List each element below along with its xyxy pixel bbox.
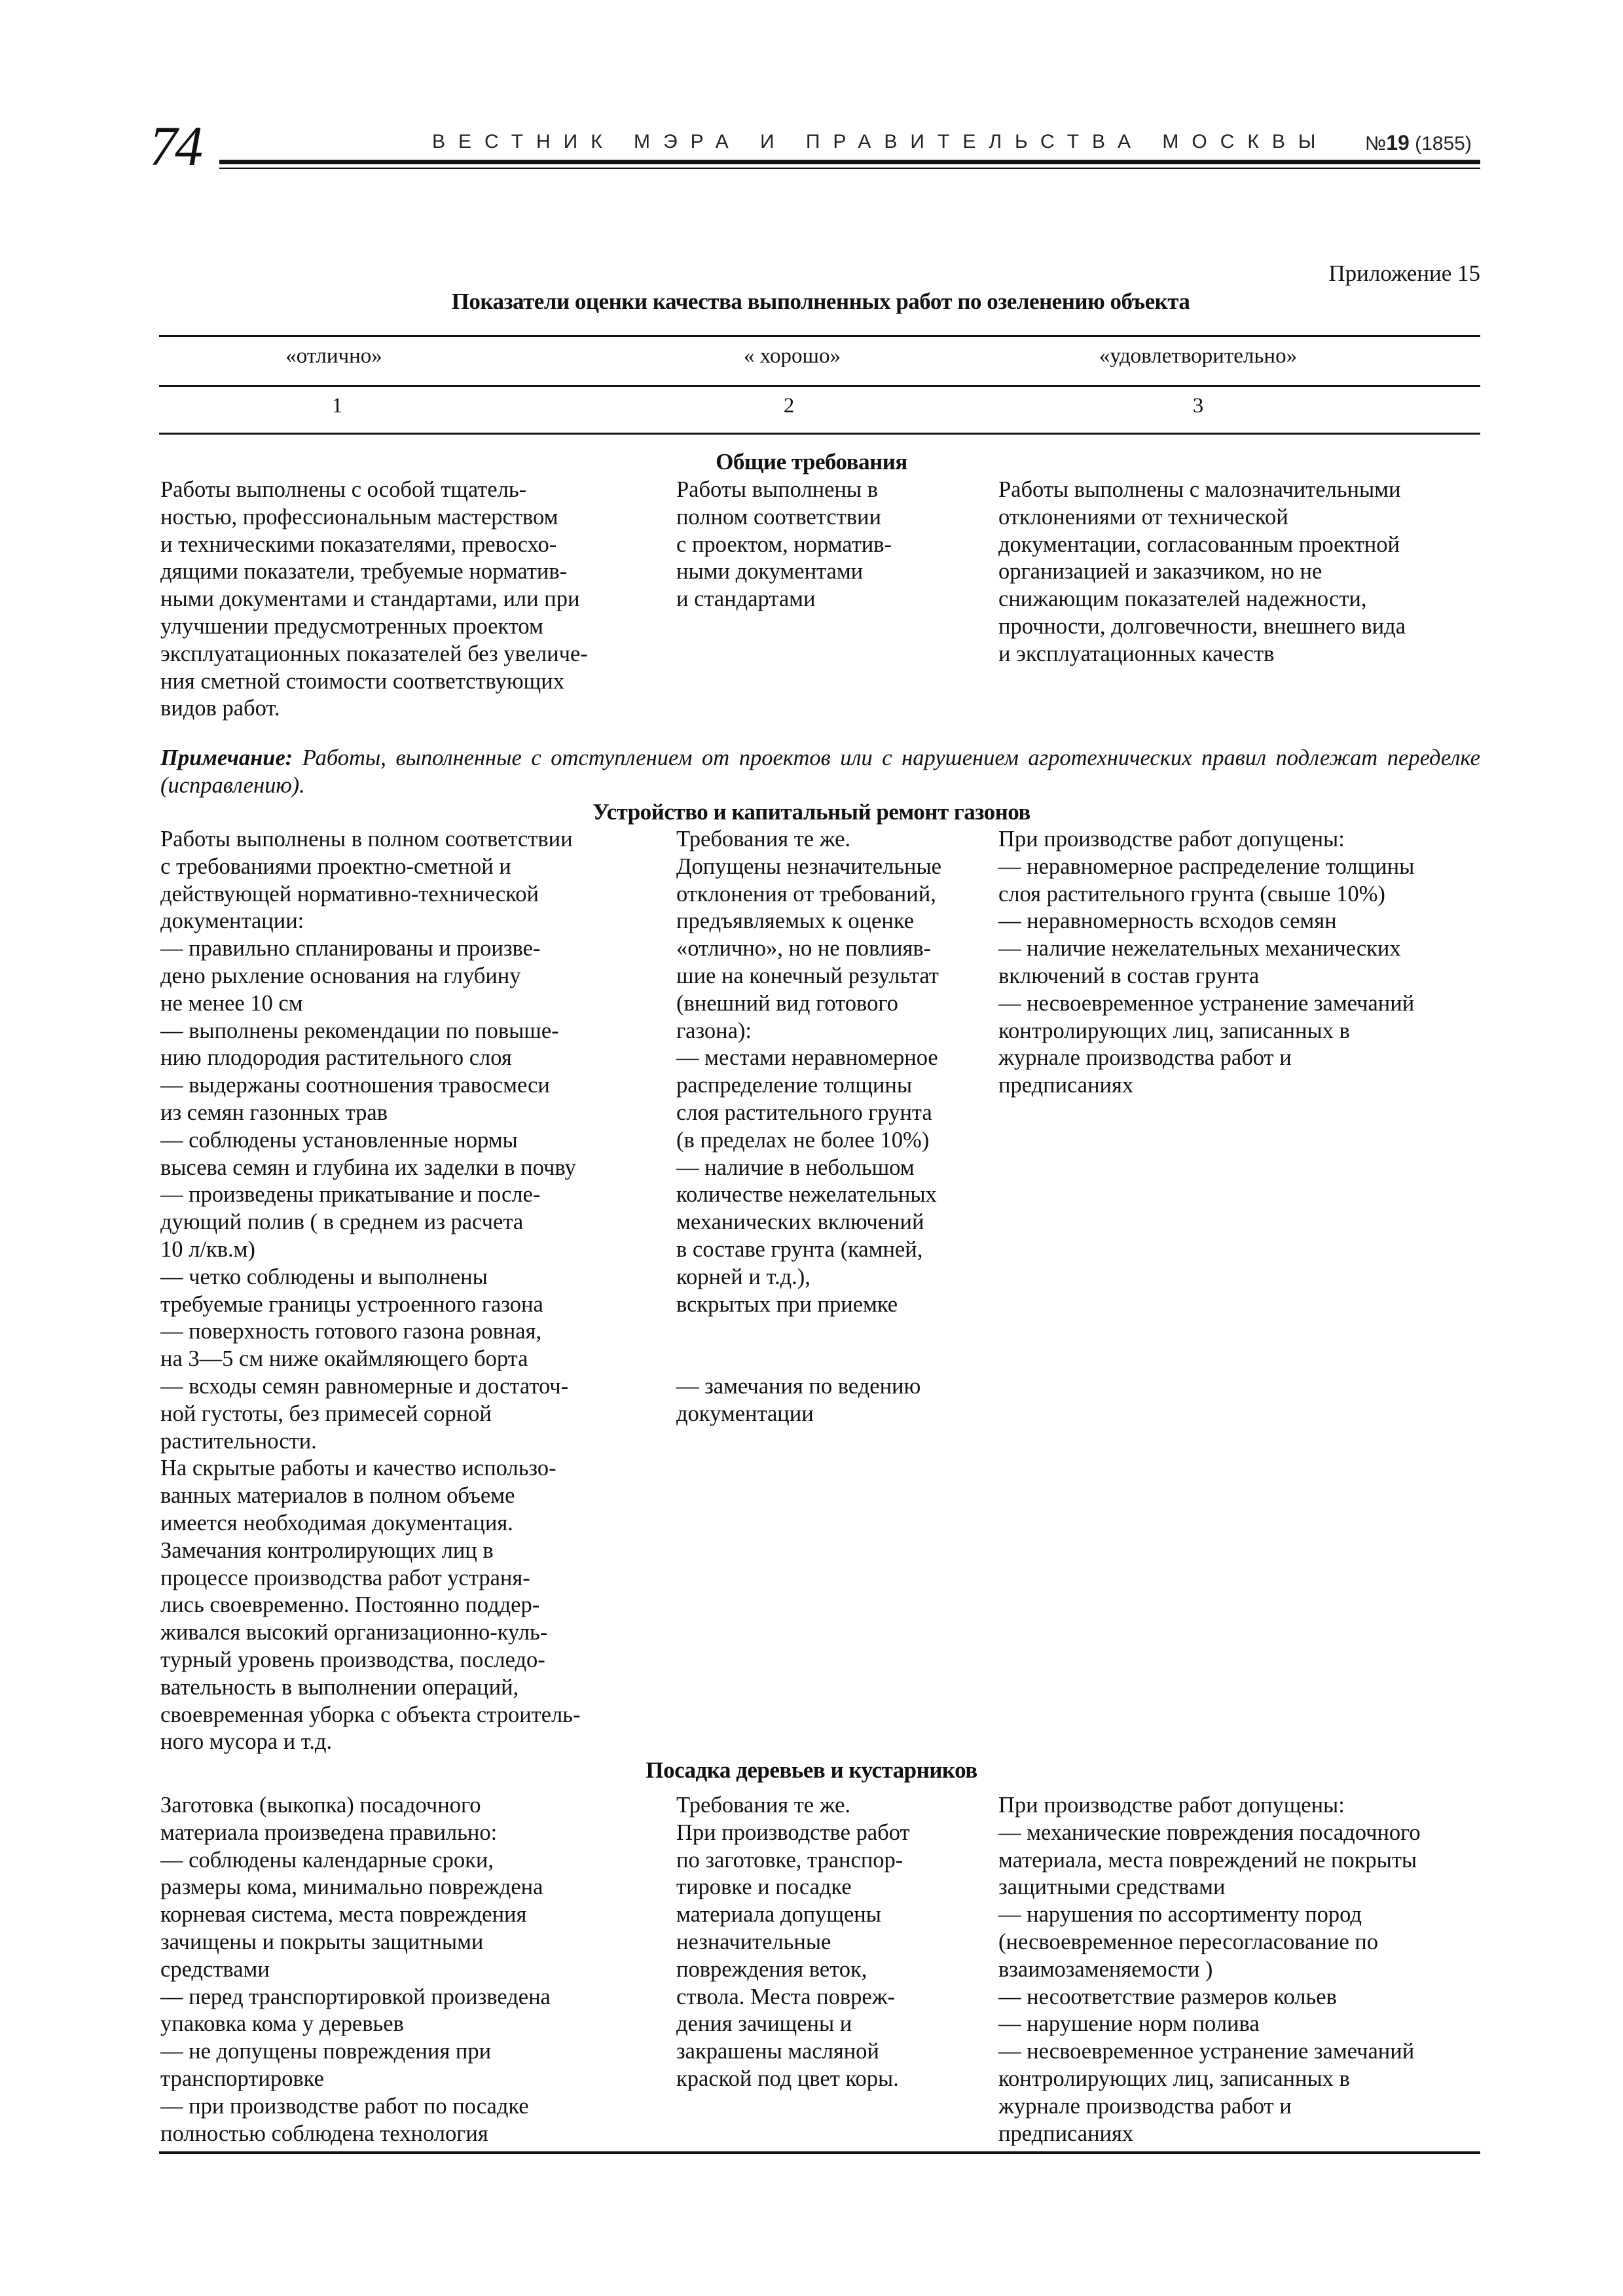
text-line: шие на конечный результат bbox=[676, 963, 939, 988]
text-line: — не допущены повреждения при bbox=[160, 2039, 492, 2064]
text-line: полностью соблюдена технология bbox=[160, 2121, 488, 2146]
column-number-1: 1 bbox=[331, 394, 343, 418]
text-line: 10 л/кв.м) bbox=[160, 1236, 255, 1262]
text-line: предъявляемых к оценке bbox=[676, 908, 915, 934]
text-line: полном соответствии bbox=[676, 504, 881, 529]
text-line: — выполнены рекомендации по повыше- bbox=[160, 1018, 559, 1043]
text-line: не менее 10 см bbox=[160, 990, 303, 1016]
text-line: организацией и заказчиком, но не bbox=[998, 559, 1322, 584]
text-line: имеется необходимая документация. bbox=[160, 1510, 513, 1535]
table-header-rule bbox=[159, 385, 1480, 387]
text-line: — неравномерное распределение толщины bbox=[998, 853, 1415, 879]
text-line: (несвоевременное пересогласование по bbox=[998, 1929, 1378, 1954]
text-line: — наличие нежелательных механических bbox=[998, 936, 1401, 961]
note-label: Примечание: bbox=[160, 745, 293, 770]
text-line: механических включений bbox=[676, 1210, 924, 1235]
text-line: и стандартами bbox=[676, 586, 816, 612]
text-line: — несвоевременное устранение замечаний bbox=[998, 990, 1415, 1016]
text-line: отклонения от требований, bbox=[676, 881, 936, 906]
text-line: включений в состав грунта bbox=[998, 963, 1260, 988]
text-line: (внешний вид готового bbox=[676, 990, 898, 1016]
section-lawns-col2 bbox=[676, 826, 991, 1428]
issue-prefix: № bbox=[1365, 133, 1387, 154]
section-general-col1 bbox=[160, 476, 658, 723]
text-line: «отлично», но не повлияв- bbox=[676, 936, 932, 961]
text-line: материала допущены bbox=[676, 1902, 881, 1928]
text-line bbox=[676, 1346, 991, 1373]
page-number: 74 bbox=[149, 115, 200, 177]
text-line: на 3—5 см ниже окаймляющего борта bbox=[160, 1346, 528, 1372]
table-numbers-rule bbox=[159, 433, 1480, 435]
text-line: Работы выполнены с малозначительными bbox=[998, 477, 1401, 502]
text-line: (в пределах не более 10%) bbox=[676, 1127, 930, 1153]
text-line: своевременная уборка с объекта строитель- bbox=[160, 1702, 581, 1727]
text-line: транспортировке bbox=[160, 2066, 324, 2091]
table-bottom-rule bbox=[159, 2151, 1480, 2154]
note-paragraph bbox=[160, 744, 1480, 799]
text-line: документации bbox=[676, 1401, 814, 1426]
text-line: — замечания по ведению bbox=[676, 1373, 921, 1399]
appendix-label: Приложение 15 bbox=[1328, 260, 1480, 286]
section-general-col2 bbox=[676, 476, 991, 613]
text-line: — нарушения по ассортименту пород bbox=[998, 1902, 1362, 1928]
text-line: турный уровень производства, последо- bbox=[160, 1647, 545, 1672]
text-line: живался высокий организационно-куль- bbox=[160, 1620, 548, 1645]
text-line: Работы выполнены в bbox=[676, 477, 879, 502]
text-line: ной густоты, без примесей сорной bbox=[160, 1401, 492, 1426]
text-line: незначительные bbox=[676, 1929, 831, 1954]
issue-total: (1855) bbox=[1415, 133, 1472, 154]
text-line: контролирующих лиц, записанных в bbox=[998, 2066, 1350, 2091]
text-line: распределение толщины bbox=[676, 1073, 913, 1098]
text-line: При производстве работ допущены: bbox=[998, 1793, 1345, 1818]
text-line: зачищены и покрыты защитными bbox=[160, 1929, 484, 1954]
text-line: При производстве работ допущены: bbox=[998, 827, 1345, 852]
text-line: действующей нормативно-технической bbox=[160, 881, 539, 906]
text-line: документации: bbox=[160, 908, 304, 934]
text-line: тировке и посадке bbox=[676, 1874, 852, 1900]
table-top-rule bbox=[159, 335, 1480, 337]
text-line: — соблюдены календарные сроки, bbox=[160, 1847, 494, 1873]
column-number-2: 2 bbox=[783, 394, 795, 418]
text-line: средствами bbox=[160, 1956, 270, 1982]
text-line: и эксплуатационных качеств bbox=[998, 641, 1275, 666]
text-line: документации, согласованным проектной bbox=[998, 531, 1400, 557]
section-lawns-col1 bbox=[160, 826, 658, 1756]
text-line: При производстве работ bbox=[676, 1820, 910, 1845]
text-line: — поверхность готового газона ровная, bbox=[160, 1319, 542, 1344]
text-line: дящими показатели, требуемые норматив- bbox=[160, 559, 568, 584]
text-line: — четко соблюдены и выполнены bbox=[160, 1264, 488, 1289]
running-title: ВЕСТНИК МЭРА И ПРАВИТЕЛЬСТВА МОСКВЫ bbox=[432, 131, 1329, 152]
text-line: улучшении предусмотренных проектом bbox=[160, 613, 543, 639]
text-line: — правильно спланированы и произве- bbox=[160, 936, 541, 961]
text-line: — выдержаны соотношения травосмеси bbox=[160, 1073, 550, 1098]
column-header-good: « хорошо» bbox=[744, 344, 841, 368]
text-line: защитными средствами bbox=[998, 1874, 1226, 1900]
issue-label bbox=[1365, 131, 1472, 155]
text-line: материала, места повреждений не покрыты bbox=[998, 1847, 1417, 1873]
section-title-trees: Посадка деревьев и кустарников bbox=[646, 1757, 977, 1783]
section-trees-col3 bbox=[998, 1792, 1486, 2147]
text-line: растительности. bbox=[160, 1428, 317, 1454]
column-header-excellent: «отлично» bbox=[285, 344, 382, 368]
issue-number: 19 bbox=[1386, 131, 1410, 154]
text-line: ными документами bbox=[676, 559, 864, 584]
text-line: — соблюдены установленные нормы bbox=[160, 1127, 518, 1153]
text-line: размеры кома, минимально повреждена bbox=[160, 1874, 543, 1900]
text-line: — нарушение норм полива bbox=[998, 2011, 1260, 2037]
document-title-text: Показатели оценки качества выполненных работ по озеленению объекта bbox=[451, 289, 1190, 314]
text-line: требуемые границы устроенного газона bbox=[160, 1291, 543, 1317]
text-line: корневая система, места повреждения bbox=[160, 1902, 527, 1928]
text-line: — механические повреждения посадочного bbox=[998, 1820, 1421, 1845]
section-title-lawns: Устройство и капитальный ремонт газонов bbox=[593, 799, 1030, 825]
text-line: журнале производства работ и bbox=[998, 1045, 1292, 1071]
text-line: краской под цвет коры. bbox=[676, 2066, 899, 2091]
text-line: — перед транспортировкой произведена bbox=[160, 1984, 551, 2009]
text-line: ванных материалов в полном объеме bbox=[160, 1483, 515, 1509]
text-line: высева семян и глубина их заделки в почву bbox=[160, 1155, 576, 1180]
section-trees-col1 bbox=[160, 1792, 658, 2147]
section-lawns-col3 bbox=[998, 826, 1486, 1100]
text-line: — всходы семян равномерные и достаточ- bbox=[160, 1373, 569, 1399]
text-line bbox=[676, 1318, 991, 1346]
text-line: — несвоевременное устранение замечаний bbox=[998, 2039, 1415, 2064]
text-line: ного мусора и т.д. bbox=[160, 1729, 333, 1755]
text-line: лись своевременно. Постоянно поддер- bbox=[160, 1592, 540, 1618]
text-line: взаимозаменяемости ) bbox=[998, 1956, 1213, 1982]
text-line: Требования те же. bbox=[676, 827, 851, 852]
text-line: вательность в выполнении операций, bbox=[160, 1674, 519, 1700]
column-number-3: 3 bbox=[1192, 394, 1204, 418]
text-line: Работы выполнены с особой тщатель- bbox=[160, 477, 527, 502]
text-line: слоя растительного грунта bbox=[676, 1100, 932, 1125]
section-title-general: Общие требования bbox=[716, 449, 907, 475]
text-line: повреждения веток, bbox=[676, 1956, 867, 1982]
text-line: газона): bbox=[676, 1018, 752, 1043]
text-line: дения зачищены и bbox=[676, 2011, 852, 2037]
section-general-col3 bbox=[998, 476, 1486, 668]
text-line: с проектом, норматив- bbox=[676, 531, 892, 557]
text-line: — наличие в небольшом bbox=[676, 1155, 915, 1180]
text-line: эксплуатационных показателей без увеличе- bbox=[160, 641, 588, 666]
section-trees-col2 bbox=[676, 1792, 991, 2093]
text-line: корней и т.д.), bbox=[676, 1264, 811, 1289]
text-line: количестве нежелательных bbox=[676, 1182, 937, 1208]
note-text: Работы, выполненные с отступлением от проектов или с нарушением агротехнических правил подлежат переделке (исправлению). bbox=[160, 745, 1480, 798]
text-line: журнале производства работ и bbox=[998, 2093, 1292, 2119]
text-line: дено рыхление основания на глубину bbox=[160, 963, 521, 988]
text-line: — несоответствие размеров кольев bbox=[998, 1984, 1337, 2009]
text-line: вскрытых при приемке bbox=[676, 1291, 898, 1317]
text-line: закрашены масляной bbox=[676, 2039, 879, 2064]
text-line: предписаниях bbox=[998, 2121, 1134, 2146]
text-line: материала произведена правильно: bbox=[160, 1820, 498, 1845]
text-line: упаковка кома у деревьев bbox=[160, 2011, 404, 2037]
text-line: с требованиями проектно-сметной и bbox=[160, 853, 511, 879]
text-line: отклонениями от технической bbox=[998, 504, 1288, 529]
text-line: На скрытые работы и качество использо- bbox=[160, 1456, 556, 1481]
document-title bbox=[0, 289, 1623, 315]
text-line: дующий полив ( в среднем из расчета bbox=[160, 1210, 524, 1235]
text-line: — местами неравномерное bbox=[676, 1045, 938, 1071]
text-line: Допущены незначительные bbox=[676, 853, 941, 879]
text-line: Работы выполнены в полном соответствии bbox=[160, 827, 573, 852]
text-line: Замечания контролирующих лиц в bbox=[160, 1537, 494, 1563]
text-line: из семян газонных трав bbox=[160, 1100, 388, 1125]
text-line: предписаниях bbox=[998, 1073, 1134, 1098]
text-line: нию плодородия растительного слоя bbox=[160, 1045, 512, 1071]
text-line: в составе грунта (камней, bbox=[676, 1236, 923, 1262]
header-rule-thin bbox=[219, 168, 1480, 169]
text-line: — при производстве работ по посадке bbox=[160, 2093, 529, 2119]
text-line: слоя растительного грунта (свыше 10%) bbox=[998, 881, 1385, 906]
text-line: видов работ. bbox=[160, 696, 280, 721]
text-line: ными документами и стандартами, или при bbox=[160, 586, 580, 612]
text-line: по заготовке, транспор- bbox=[676, 1847, 903, 1873]
text-line: снижающим показателей надежности, bbox=[998, 586, 1367, 612]
text-line: ствола. Места повреж- bbox=[676, 1984, 896, 2009]
text-line: и техническими показателями, превосхо- bbox=[160, 531, 557, 557]
column-header-satisfactory: «удовлетворительно» bbox=[1099, 344, 1298, 368]
text-line: прочности, долговечности, внешнего вида bbox=[998, 613, 1406, 639]
header-rule bbox=[219, 160, 1480, 164]
text-line: контролирующих лиц, записанных в bbox=[998, 1018, 1350, 1043]
text-line: — произведены прикатывание и после- bbox=[160, 1182, 541, 1208]
text-line: ния сметной стоимости соответствующих bbox=[160, 668, 564, 694]
text-line: ностью, профессиональным мастерством bbox=[160, 504, 558, 529]
text-line: процессе производства работ устраня- bbox=[160, 1565, 530, 1590]
text-line: Заготовка (выкопка) посадочного bbox=[160, 1793, 481, 1818]
text-line: — неравномерность всходов семян bbox=[998, 908, 1337, 934]
text-line: Требования те же. bbox=[676, 1793, 851, 1818]
